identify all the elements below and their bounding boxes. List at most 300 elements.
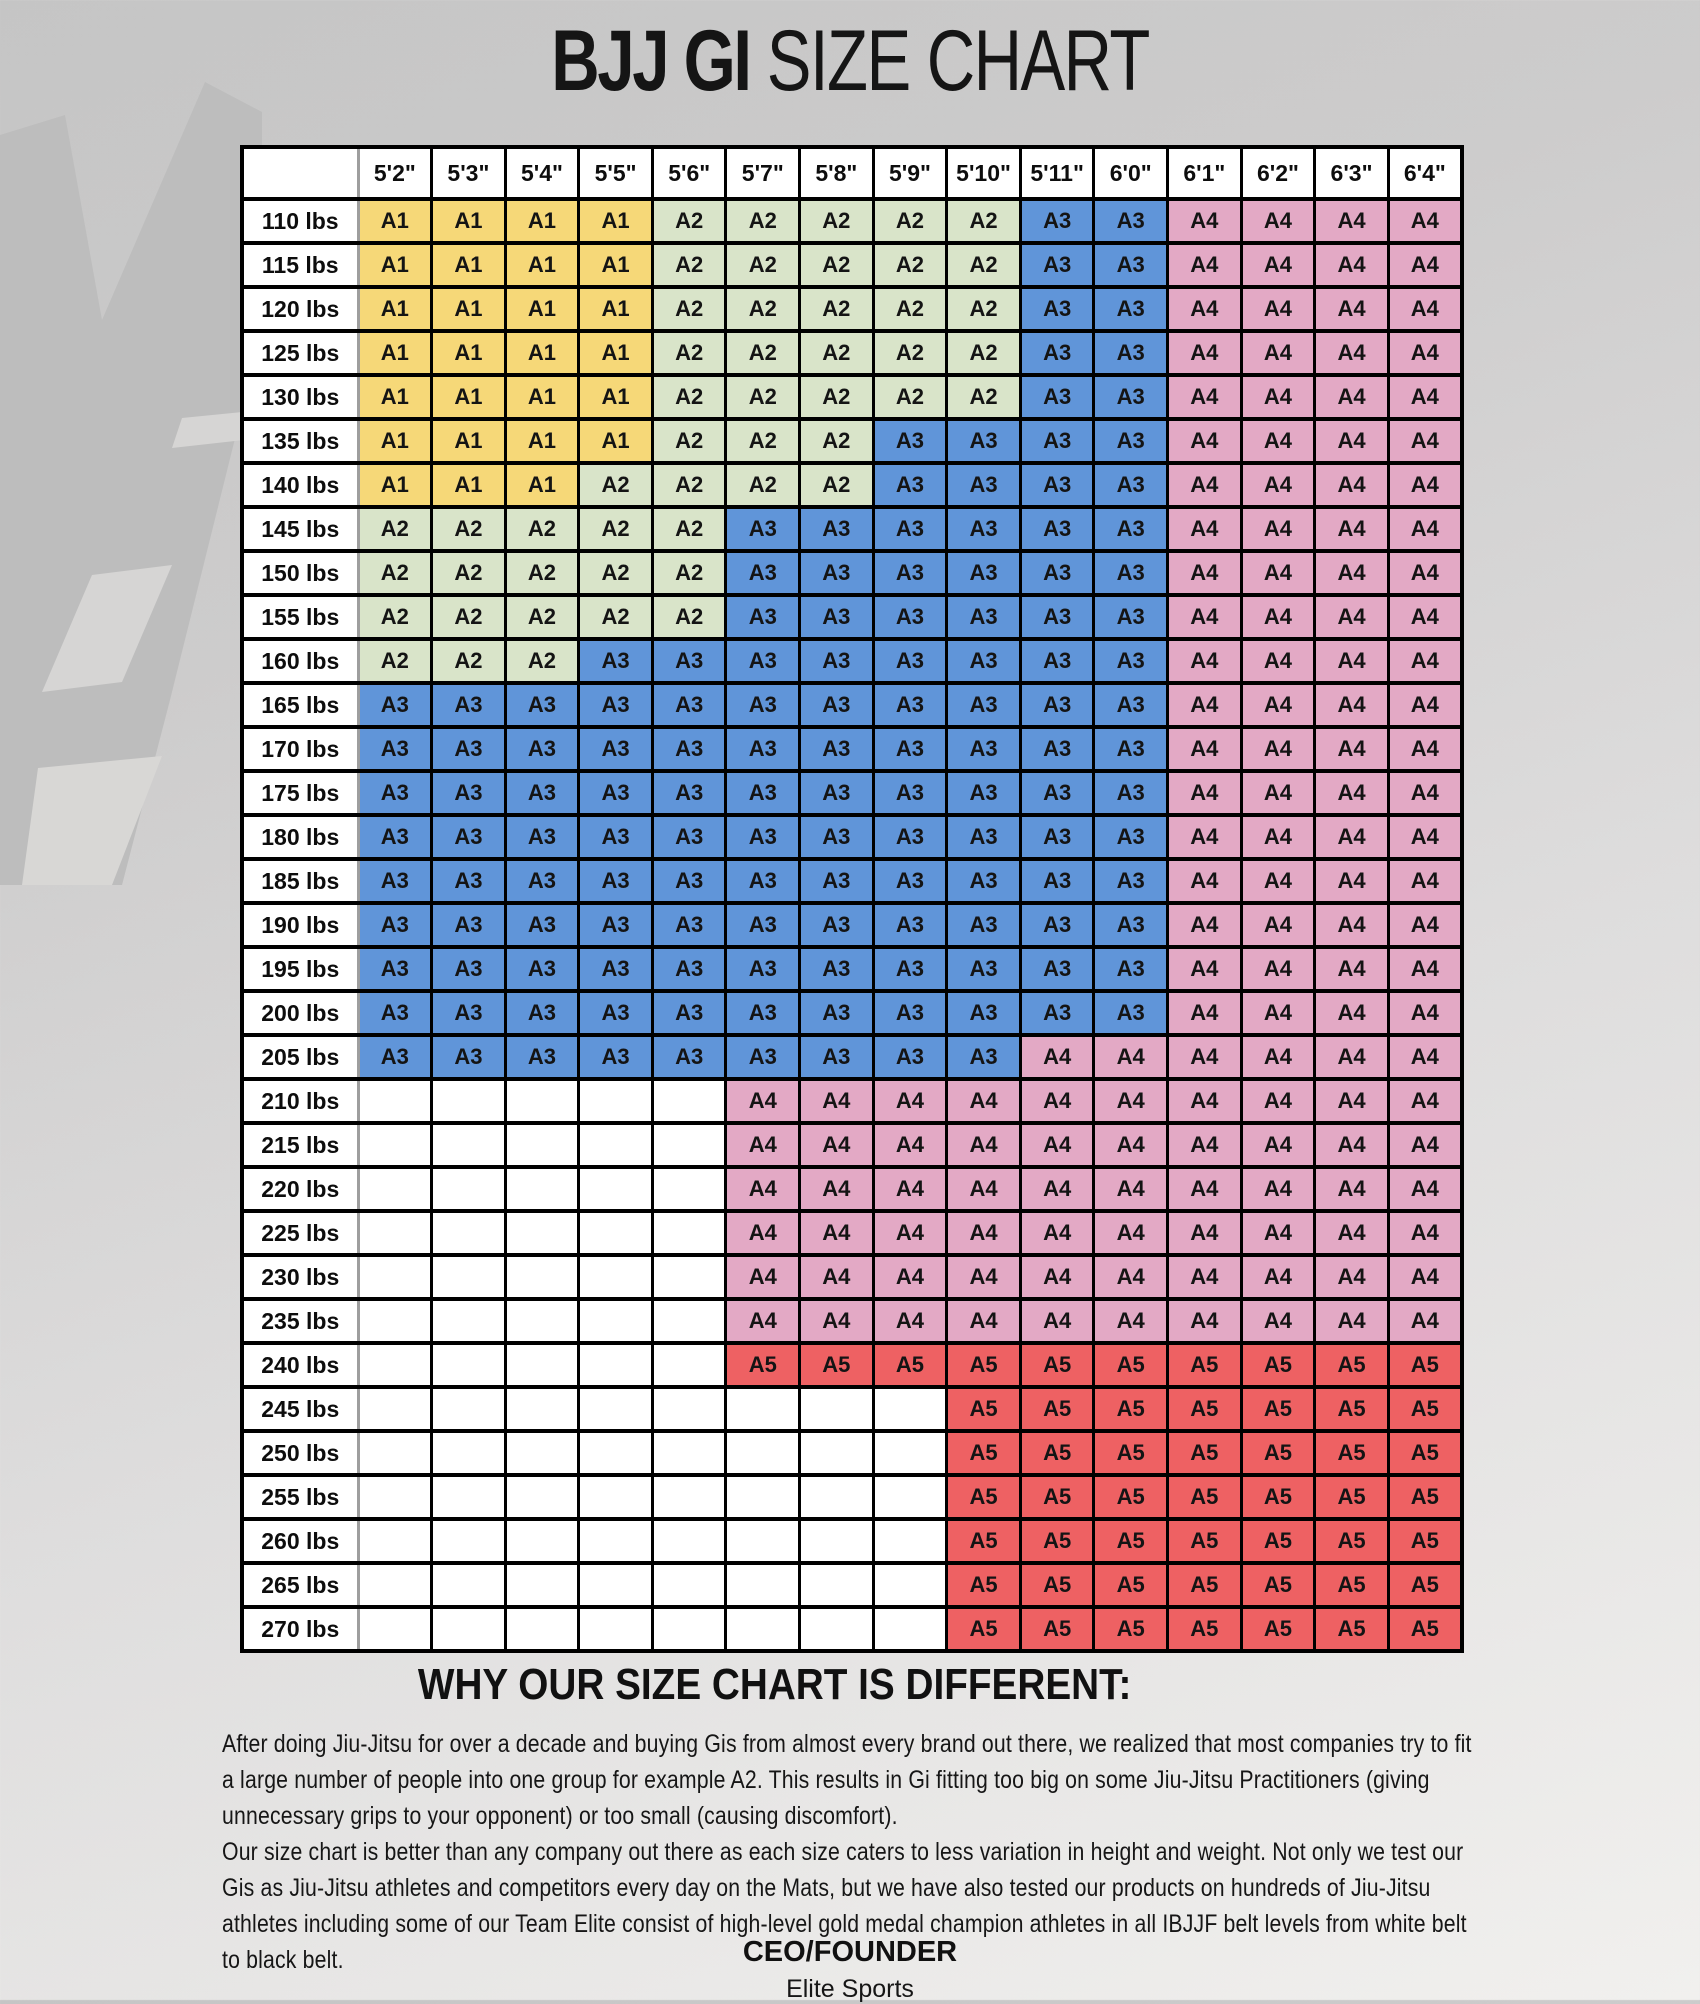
empty-cell xyxy=(432,1563,506,1607)
table-row xyxy=(242,1475,1462,1519)
size-cell: A2 xyxy=(652,419,726,463)
size-cell: A3 xyxy=(800,683,874,727)
size-cell: A3 xyxy=(358,1035,432,1079)
weight-label-cell: 200 lbs xyxy=(242,991,358,1035)
size-cell: A4 xyxy=(1388,199,1462,243)
table-row xyxy=(242,331,1462,375)
size-cell: A4 xyxy=(1168,903,1242,947)
table-row xyxy=(242,1431,1462,1475)
size-cell: A5 xyxy=(1020,1519,1094,1563)
size-cell: A5 xyxy=(1388,1343,1462,1387)
size-cell: A2 xyxy=(358,551,432,595)
size-cell: A3 xyxy=(432,947,506,991)
table-row xyxy=(242,1079,1462,1123)
size-cell: A2 xyxy=(947,199,1021,243)
size-cell: A4 xyxy=(1315,903,1389,947)
empty-cell xyxy=(579,1343,653,1387)
size-cell: A3 xyxy=(1020,287,1094,331)
size-cell: A5 xyxy=(800,1343,874,1387)
size-cell: A2 xyxy=(726,199,800,243)
size-cell: A1 xyxy=(358,375,432,419)
size-cell: A5 xyxy=(1094,1387,1168,1431)
size-cell: A3 xyxy=(800,507,874,551)
size-cell: A4 xyxy=(1241,815,1315,859)
size-cell: A3 xyxy=(1020,815,1094,859)
size-cell: A4 xyxy=(1388,859,1462,903)
size-cell: A2 xyxy=(947,243,1021,287)
size-cell: A3 xyxy=(1094,903,1168,947)
table-row xyxy=(242,815,1462,859)
size-cell: A1 xyxy=(579,419,653,463)
weight-label-cell: 210 lbs xyxy=(242,1079,358,1123)
size-cell: A5 xyxy=(1094,1519,1168,1563)
size-cell: A5 xyxy=(1315,1563,1389,1607)
chart-footer xyxy=(0,1936,1700,2004)
size-cell: A3 xyxy=(873,639,947,683)
table-row xyxy=(242,903,1462,947)
size-cell: A5 xyxy=(1168,1475,1242,1519)
empty-cell xyxy=(358,1167,432,1211)
size-cell: A4 xyxy=(1315,331,1389,375)
size-cell: A2 xyxy=(800,199,874,243)
empty-cell xyxy=(652,1343,726,1387)
size-cell: A4 xyxy=(726,1079,800,1123)
empty-cell xyxy=(652,1255,726,1299)
size-cell: A5 xyxy=(1094,1607,1168,1651)
size-cell: A4 xyxy=(1168,1211,1242,1255)
size-cell: A2 xyxy=(432,595,506,639)
size-cell: A5 xyxy=(1241,1343,1315,1387)
weight-label-cell: 240 lbs xyxy=(242,1343,358,1387)
size-cell: A3 xyxy=(432,815,506,859)
size-cell: A5 xyxy=(1241,1519,1315,1563)
size-cell: A4 xyxy=(1315,639,1389,683)
size-cell: A4 xyxy=(1020,1079,1094,1123)
size-cell: A4 xyxy=(1241,243,1315,287)
empty-cell xyxy=(358,1387,432,1431)
size-cell: A3 xyxy=(505,683,579,727)
height-header-cell: 5'3" xyxy=(432,147,506,199)
size-cell: A5 xyxy=(873,1343,947,1387)
empty-cell xyxy=(432,1299,506,1343)
size-cell: A4 xyxy=(1315,727,1389,771)
size-cell: A3 xyxy=(1094,463,1168,507)
size-cell: A2 xyxy=(579,551,653,595)
size-cell: A3 xyxy=(726,639,800,683)
empty-cell xyxy=(432,1211,506,1255)
empty-cell xyxy=(432,1475,506,1519)
size-cell: A3 xyxy=(947,771,1021,815)
size-cell: A3 xyxy=(873,507,947,551)
size-cell: A4 xyxy=(873,1299,947,1343)
why-heading: WHY OUR SIZE CHART IS DIFFERENT: xyxy=(417,1660,1132,1709)
size-cell: A2 xyxy=(873,243,947,287)
size-cell: A4 xyxy=(1241,903,1315,947)
size-cell: A1 xyxy=(579,199,653,243)
height-header-cell: 6'3" xyxy=(1315,147,1389,199)
size-cell: A4 xyxy=(1315,947,1389,991)
empty-cell xyxy=(800,1431,874,1475)
size-cell: A3 xyxy=(726,683,800,727)
size-cell: A2 xyxy=(579,595,653,639)
size-cell: A4 xyxy=(1168,375,1242,419)
size-cell: A3 xyxy=(873,815,947,859)
empty-cell xyxy=(726,1519,800,1563)
weight-label-cell: 190 lbs xyxy=(242,903,358,947)
size-cell: A4 xyxy=(1241,595,1315,639)
table-row xyxy=(242,1255,1462,1299)
size-cell: A5 xyxy=(1388,1563,1462,1607)
size-cell: A2 xyxy=(726,375,800,419)
size-cell: A3 xyxy=(873,771,947,815)
empty-cell xyxy=(505,1475,579,1519)
table-row xyxy=(242,463,1462,507)
empty-cell xyxy=(652,1123,726,1167)
size-cell: A3 xyxy=(873,419,947,463)
size-cell: A3 xyxy=(579,859,653,903)
weight-label-cell: 160 lbs xyxy=(242,639,358,683)
why-section xyxy=(222,1660,1700,1978)
size-cell: A3 xyxy=(358,727,432,771)
size-cell: A2 xyxy=(800,287,874,331)
size-cell: A4 xyxy=(726,1123,800,1167)
size-cell: A2 xyxy=(432,551,506,595)
size-cell: A3 xyxy=(652,859,726,903)
size-cell: A5 xyxy=(1241,1475,1315,1519)
page-title xyxy=(187,13,1513,109)
size-cell: A1 xyxy=(432,419,506,463)
size-cell: A4 xyxy=(1241,199,1315,243)
size-cell: A4 xyxy=(1315,595,1389,639)
size-cell: A5 xyxy=(1020,1607,1094,1651)
height-header-cell: 6'4" xyxy=(1388,147,1462,199)
empty-cell xyxy=(652,1167,726,1211)
empty-cell xyxy=(652,1563,726,1607)
size-cell: A4 xyxy=(1388,1211,1462,1255)
size-cell: A5 xyxy=(1388,1431,1462,1475)
size-cell: A3 xyxy=(947,595,1021,639)
weight-label-cell: 135 lbs xyxy=(242,419,358,463)
size-cell: A1 xyxy=(579,243,653,287)
size-cell: A3 xyxy=(873,991,947,1035)
size-cell: A4 xyxy=(1020,1255,1094,1299)
size-cell: A1 xyxy=(579,287,653,331)
size-cell: A3 xyxy=(652,727,726,771)
size-cell: A4 xyxy=(1241,991,1315,1035)
size-cell: A4 xyxy=(1388,595,1462,639)
empty-cell xyxy=(726,1607,800,1651)
size-cell: A4 xyxy=(947,1167,1021,1211)
empty-cell xyxy=(579,1607,653,1651)
size-cell: A4 xyxy=(1388,815,1462,859)
size-cell: A1 xyxy=(432,243,506,287)
empty-cell xyxy=(652,1475,726,1519)
size-cell: A3 xyxy=(1094,287,1168,331)
size-cell: A3 xyxy=(947,683,1021,727)
empty-cell xyxy=(652,1387,726,1431)
weight-label-cell: 235 lbs xyxy=(242,1299,358,1343)
weight-label-cell: 195 lbs xyxy=(242,947,358,991)
empty-cell xyxy=(579,1079,653,1123)
size-cell: A2 xyxy=(800,463,874,507)
size-cell: A5 xyxy=(1094,1343,1168,1387)
size-cell: A3 xyxy=(432,859,506,903)
size-cell: A5 xyxy=(947,1519,1021,1563)
size-cell: A3 xyxy=(432,903,506,947)
size-cell: A3 xyxy=(652,1035,726,1079)
size-cell: A3 xyxy=(1094,375,1168,419)
size-cell: A3 xyxy=(432,991,506,1035)
size-cell: A4 xyxy=(800,1299,874,1343)
size-cell: A1 xyxy=(432,287,506,331)
table-row xyxy=(242,683,1462,727)
size-cell: A5 xyxy=(947,1607,1021,1651)
empty-cell xyxy=(579,1167,653,1211)
size-cell: A3 xyxy=(947,947,1021,991)
size-cell: A4 xyxy=(1168,1167,1242,1211)
size-cell: A3 xyxy=(726,947,800,991)
table-row xyxy=(242,771,1462,815)
size-cell: A4 xyxy=(1168,419,1242,463)
size-cell: A3 xyxy=(726,815,800,859)
size-cell: A1 xyxy=(432,199,506,243)
empty-cell xyxy=(873,1431,947,1475)
size-cell: A5 xyxy=(1241,1607,1315,1651)
size-cell: A1 xyxy=(432,463,506,507)
size-cell: A4 xyxy=(1315,1211,1389,1255)
size-cell: A3 xyxy=(505,771,579,815)
height-header-cell: 6'0" xyxy=(1094,147,1168,199)
table-row xyxy=(242,1123,1462,1167)
size-cell: A2 xyxy=(800,331,874,375)
size-cell: A2 xyxy=(505,595,579,639)
size-cell: A4 xyxy=(1315,1299,1389,1343)
size-cell: A3 xyxy=(358,903,432,947)
size-cell: A5 xyxy=(947,1387,1021,1431)
size-cell: A5 xyxy=(1020,1475,1094,1519)
size-cell: A4 xyxy=(947,1299,1021,1343)
size-cell: A4 xyxy=(1315,1255,1389,1299)
size-cell: A4 xyxy=(1094,1079,1168,1123)
empty-cell xyxy=(726,1387,800,1431)
size-cell: A3 xyxy=(1020,771,1094,815)
size-cell: A4 xyxy=(1241,375,1315,419)
size-cell: A3 xyxy=(947,419,1021,463)
size-cell: A1 xyxy=(579,375,653,419)
size-cell: A3 xyxy=(873,551,947,595)
size-cell: A5 xyxy=(1315,1519,1389,1563)
table-row xyxy=(242,375,1462,419)
size-cell: A4 xyxy=(1168,331,1242,375)
empty-cell xyxy=(505,1387,579,1431)
empty-cell xyxy=(505,1167,579,1211)
size-chart-table xyxy=(240,145,1464,1653)
size-cell: A3 xyxy=(726,551,800,595)
size-cell: A5 xyxy=(1241,1563,1315,1607)
size-cell: A4 xyxy=(1388,1299,1462,1343)
size-cell: A4 xyxy=(1241,683,1315,727)
size-cell: A4 xyxy=(1388,375,1462,419)
size-cell: A5 xyxy=(1388,1519,1462,1563)
weight-label-cell: 130 lbs xyxy=(242,375,358,419)
page-title-rest: SIZE CHART xyxy=(766,13,1149,109)
size-cell: A5 xyxy=(1315,1431,1389,1475)
empty-cell xyxy=(358,1299,432,1343)
weight-label-cell: 150 lbs xyxy=(242,551,358,595)
size-cell: A4 xyxy=(1315,991,1389,1035)
size-cell: A3 xyxy=(652,991,726,1035)
size-cell: A4 xyxy=(1241,727,1315,771)
empty-cell xyxy=(505,1607,579,1651)
empty-cell xyxy=(579,1387,653,1431)
size-cell: A4 xyxy=(947,1079,1021,1123)
size-cell: A4 xyxy=(1241,287,1315,331)
empty-cell xyxy=(432,1431,506,1475)
size-cell: A3 xyxy=(1020,595,1094,639)
empty-cell xyxy=(800,1475,874,1519)
size-cell: A3 xyxy=(1094,947,1168,991)
empty-cell xyxy=(432,1607,506,1651)
size-cell: A5 xyxy=(947,1343,1021,1387)
size-cell: A5 xyxy=(1168,1431,1242,1475)
size-cell: A4 xyxy=(1094,1123,1168,1167)
empty-cell xyxy=(505,1255,579,1299)
size-cell: A2 xyxy=(873,331,947,375)
size-cell: A3 xyxy=(873,683,947,727)
table-row xyxy=(242,1563,1462,1607)
size-cell: A1 xyxy=(505,375,579,419)
empty-cell xyxy=(358,1519,432,1563)
empty-cell xyxy=(873,1519,947,1563)
size-cell: A4 xyxy=(726,1167,800,1211)
empty-cell xyxy=(432,1167,506,1211)
size-cell: A1 xyxy=(505,419,579,463)
table-row xyxy=(242,243,1462,287)
size-cell: A2 xyxy=(505,639,579,683)
size-cell: A5 xyxy=(1020,1387,1094,1431)
size-cell: A4 xyxy=(1020,1123,1094,1167)
size-cell: A3 xyxy=(1094,815,1168,859)
size-cell: A4 xyxy=(726,1299,800,1343)
size-cell: A3 xyxy=(1020,463,1094,507)
size-cell: A2 xyxy=(652,375,726,419)
size-cell: A5 xyxy=(1315,1607,1389,1651)
size-cell: A3 xyxy=(1020,331,1094,375)
size-cell: A4 xyxy=(1168,463,1242,507)
height-header-cell: 5'11" xyxy=(1020,147,1094,199)
size-cell: A4 xyxy=(1020,1167,1094,1211)
size-cell: A3 xyxy=(1094,551,1168,595)
table-row xyxy=(242,1387,1462,1431)
size-cell: A2 xyxy=(800,419,874,463)
empty-cell xyxy=(873,1563,947,1607)
size-cell: A3 xyxy=(947,551,1021,595)
size-cell: A3 xyxy=(800,551,874,595)
size-cell: A3 xyxy=(358,859,432,903)
empty-cell xyxy=(358,1079,432,1123)
empty-cell xyxy=(652,1431,726,1475)
weight-label-cell: 220 lbs xyxy=(242,1167,358,1211)
corner-cell xyxy=(242,147,358,199)
size-cell: A4 xyxy=(947,1211,1021,1255)
weight-label-cell: 165 lbs xyxy=(242,683,358,727)
size-cell: A3 xyxy=(579,727,653,771)
size-cell: A5 xyxy=(1315,1343,1389,1387)
size-cell: A4 xyxy=(1168,243,1242,287)
size-cell: A1 xyxy=(358,463,432,507)
size-cell: A3 xyxy=(726,727,800,771)
size-cell: A3 xyxy=(652,947,726,991)
height-header-cell: 5'7" xyxy=(726,147,800,199)
size-cell: A1 xyxy=(505,331,579,375)
size-cell: A1 xyxy=(432,331,506,375)
why-paragraph-2: Our size chart is better than any company out there as each size caters to less variation in height and weight. Not only we test our Gis as Jiu-Jitsu athletes and competitors every day on the Mats, but we have also tested our products on hundreds of Jiu-Jitsu athletes including some of our Team Elite consist of high-level gold medal champion athletes in all IBJJF belt levels from white belt to black belt. xyxy=(222,1838,1467,1974)
size-cell: A5 xyxy=(1388,1387,1462,1431)
size-cell: A3 xyxy=(505,947,579,991)
size-cell: A5 xyxy=(1094,1475,1168,1519)
empty-cell xyxy=(579,1431,653,1475)
size-cell: A4 xyxy=(800,1255,874,1299)
size-cell: A4 xyxy=(1168,1123,1242,1167)
size-cell: A4 xyxy=(1388,331,1462,375)
size-cell: A3 xyxy=(432,683,506,727)
size-cell: A3 xyxy=(505,991,579,1035)
size-cell: A4 xyxy=(873,1167,947,1211)
size-cell: A3 xyxy=(1020,507,1094,551)
empty-cell xyxy=(579,1123,653,1167)
size-cell: A2 xyxy=(358,639,432,683)
size-cell: A3 xyxy=(726,595,800,639)
size-cell: A3 xyxy=(726,771,800,815)
size-cell: A4 xyxy=(1241,1035,1315,1079)
size-cell: A4 xyxy=(800,1211,874,1255)
empty-cell xyxy=(873,1475,947,1519)
size-cell: A3 xyxy=(873,859,947,903)
weight-label-cell: 170 lbs xyxy=(242,727,358,771)
size-cell: A3 xyxy=(800,595,874,639)
size-cell: A4 xyxy=(1241,1255,1315,1299)
size-cell: A2 xyxy=(873,199,947,243)
empty-cell xyxy=(800,1607,874,1651)
table-row xyxy=(242,991,1462,1035)
size-cell: A4 xyxy=(1388,287,1462,331)
table-row xyxy=(242,419,1462,463)
empty-cell xyxy=(800,1519,874,1563)
size-cell: A3 xyxy=(579,639,653,683)
size-cell: A3 xyxy=(1020,551,1094,595)
size-cell: A4 xyxy=(1168,815,1242,859)
size-cell: A4 xyxy=(1168,1079,1242,1123)
weight-label-cell: 175 lbs xyxy=(242,771,358,815)
table-row xyxy=(242,1167,1462,1211)
size-cell: A4 xyxy=(1241,1167,1315,1211)
size-cell: A5 xyxy=(1020,1563,1094,1607)
why-paragraph-1: After doing Jiu-Jitsu for over a decade and buying Gis from almost every brand out there, we realized that most companies try to fit a large number of people into one group for example A2. This results in Gi fitting too big on some Jiu-Jitsu Practitioners (giving unnecessary grips to your opponent) or too small (causing discomfort). xyxy=(222,1730,1472,1830)
size-cell: A3 xyxy=(505,1035,579,1079)
table-row xyxy=(242,1035,1462,1079)
size-cell: A3 xyxy=(873,903,947,947)
size-cell: A3 xyxy=(358,991,432,1035)
size-cell: A2 xyxy=(947,375,1021,419)
size-cell: A3 xyxy=(432,1035,506,1079)
size-cell: A4 xyxy=(1388,1255,1462,1299)
height-header-cell: 5'5" xyxy=(579,147,653,199)
size-cell: A3 xyxy=(947,859,1021,903)
height-header-cell: 5'4" xyxy=(505,147,579,199)
size-cell: A2 xyxy=(726,463,800,507)
size-cell: A5 xyxy=(1168,1343,1242,1387)
size-cell: A2 xyxy=(947,287,1021,331)
